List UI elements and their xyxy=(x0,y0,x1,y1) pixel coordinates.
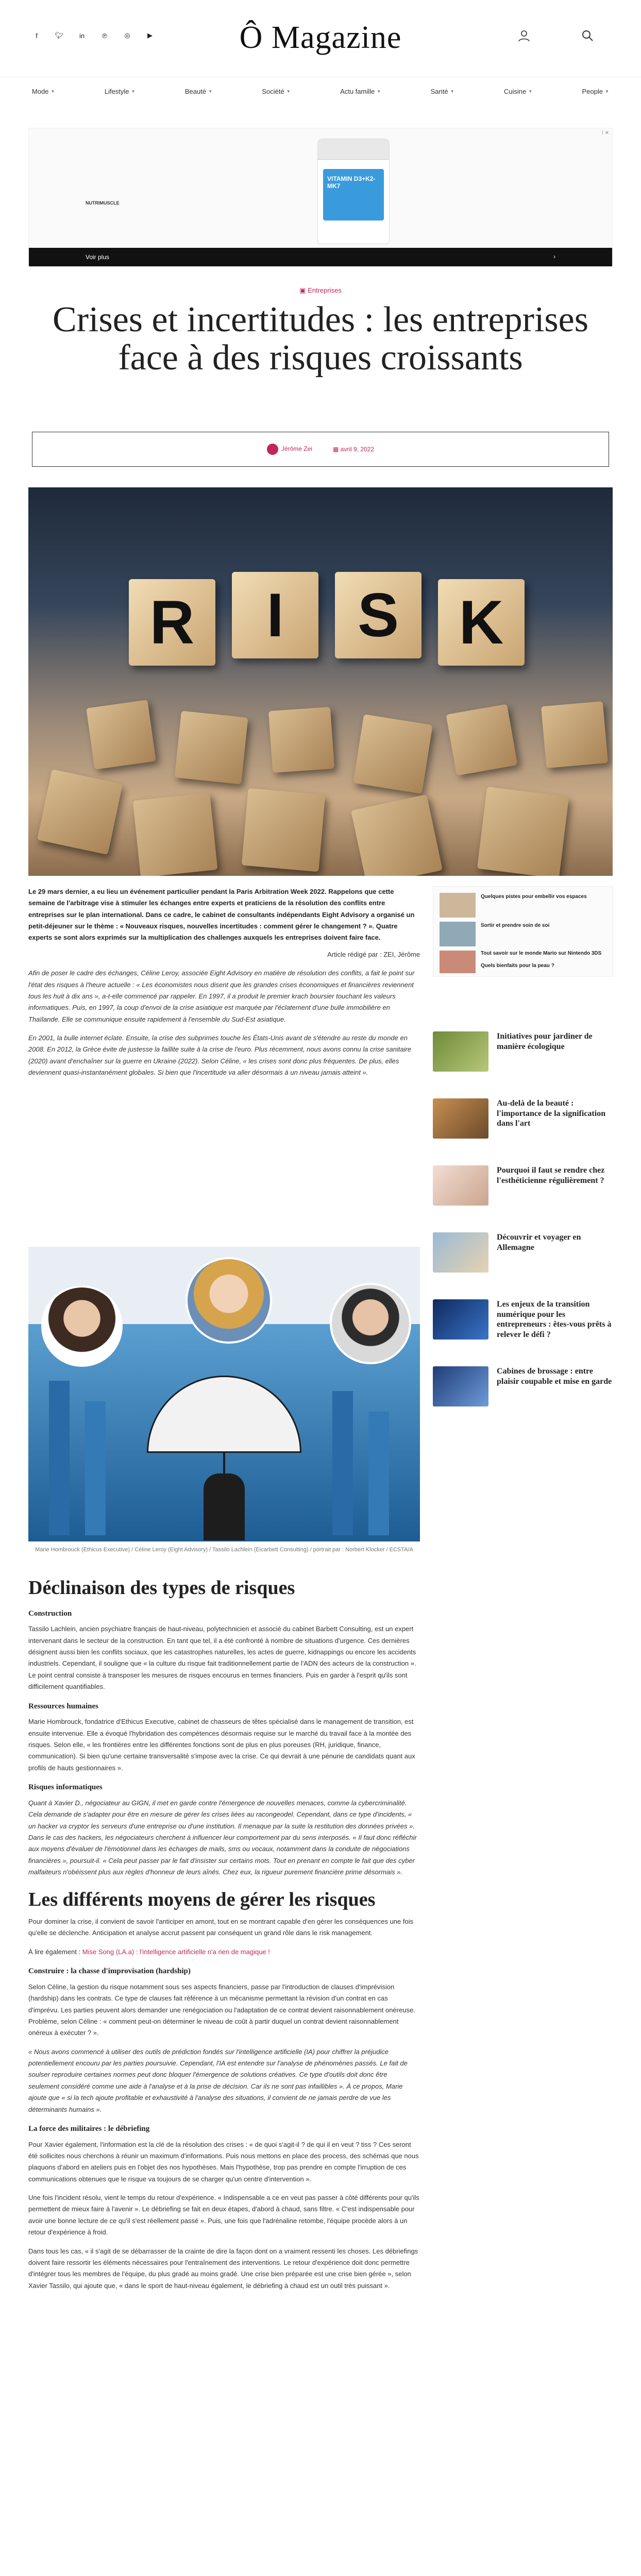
chevron-down-icon: ▼ xyxy=(208,89,212,94)
paragraph: En 2001, la bulle internet éclate. Ensuite, la crise des subprimes touche les États-Unis avant de s'étendre au reste du monde en 2008. En 2012, la Grèce évite de justesse la faillite suite à la crise de l'euro. Plus récemment, nous avons connu la crise sanitaire (2020) avant d'enchaîner sur la guerre en Ukraine (2022). Selon Céline, « les crises sont donc plus fréquentes. De plus, elles deviennent quasi-instantanément globales. Si bien que l'incertitude va aller désormais à un niveau jamais atteint ». xyxy=(28,1033,412,1077)
chevron-down-icon: ▼ xyxy=(528,89,533,94)
card-title: Pourquoi il faut se rendre chez l'esthéticienne régulièrement ? xyxy=(497,1166,605,1185)
nav-item-mode[interactable] xyxy=(32,88,55,95)
paragraph: Une fois l'incident résolu, vient le temps du retour d'expérience. « Indispensable a ce en veut pas passer à côté différents pour qu'ils permettent de mieux faire à l'avenir ». Le débriefing se fait en deux étapes, d'abord à chaud, sans filtre. « C'est indispensable pour avoir une bonne lecture de ce qu'il s'est réellement passé ». Puis, une fois que l'adrénaline retombe, l'équipe procède alors à un retour d'expérience à froid. xyxy=(28,2194,419,2236)
section-heading: Déclinaison des types de risques xyxy=(28,1577,295,1599)
advertisement[interactable] xyxy=(28,128,613,266)
sidebar-card[interactable] xyxy=(433,1031,613,1085)
article-category[interactable] xyxy=(0,286,641,295)
youtube-icon[interactable]: ▶ xyxy=(147,31,153,39)
card-thumbnail xyxy=(433,1098,488,1139)
nav-item-sante[interactable] xyxy=(431,88,454,95)
figure-portraits xyxy=(28,1247,420,1541)
ad-brand: NUTRIMUSCLE xyxy=(86,200,120,206)
paragraph: Tassilo Lachlein, ancien psychiatre français de haut-niveau, polytechnicien et associé du cabinet Barbett Consulting, est un expert intervenant dans le secteur de la construction. En tant que tel, il a été confronté à nombre de situations d'urgence. Ces dernières désignent aussi bien les conflits sociaux, que les catastrophes naturelles, les actes de guerre, kidnappings ou encore les accidents industriels. Cependant, il souligne que « la culture du risque fait traditionnellement partie de l'ADN des acteurs de la construction ». Le point central consiste à transposer les mesures de risques encourus en termes financiers. Puis en garder à l'esprit qu'ils sont difficilement quantifiables. xyxy=(28,1625,416,1691)
pinterest-icon[interactable]: ℗ xyxy=(102,31,107,40)
nav-label: Cuisine xyxy=(503,88,527,95)
related-link-line: À lire également : Mise Song (LA.a) : l'intelligence artificielle n'a rien de magique ! xyxy=(28,1947,270,1956)
nav-label: Lifestyle xyxy=(104,88,129,95)
article-body-part-2 xyxy=(28,1577,420,2299)
card-title: Découvrir et voyager en Allemagne xyxy=(497,1233,581,1252)
publish-date: ▦ avril 9, 2022 xyxy=(332,446,375,453)
linkedin-icon[interactable]: in xyxy=(79,31,85,40)
portrait-celine-leroy xyxy=(185,1257,272,1344)
nav-item-people[interactable] xyxy=(582,88,609,95)
arrow-right-icon: › xyxy=(553,253,555,260)
folder-icon: ▣ xyxy=(299,286,308,294)
related-article-link[interactable]: Mise Song (LA.a) : l'intelligence artificielle n'a rien de magique ! xyxy=(82,1947,270,1956)
ad-choices-icon[interactable]: i ✕ xyxy=(602,130,609,136)
paragraph: Dans tous les cas, « il s'agit de se débarrasser de la crainte de dire la façon dont on a vraiment ressenti les choses. Les débriefings doivent faire ressortir les éléments nécessaires pour l'entraînement des interventions. Le retour d'expérience doit donc permettre d'intégrer tous les membres de l'équipe, du plus gradé au moins gradé. Une crise bien préparée est une crise bien gérée », selon Xavier Tassilo, qui ajoute que, « dans le sport de haut-niveau également, le débriefing à chaud est un outil très puissant ». xyxy=(28,2247,418,2290)
avatar xyxy=(267,444,278,455)
cube-letter-i: I xyxy=(232,572,318,658)
chevron-down-icon: ▼ xyxy=(605,89,609,94)
mini-article-link[interactable]: Quelques pistes pour embellir vos espaces xyxy=(481,894,587,900)
nav-label: Actu famille xyxy=(340,88,375,95)
article-title: Crises et incertitudes : les entreprises face à des risques croissants xyxy=(53,300,588,378)
sidebar-card[interactable] xyxy=(433,1098,613,1152)
hero-image-risk-cubes xyxy=(28,487,613,876)
ad-cta-label: Voir plus xyxy=(86,253,110,261)
nav-label: People xyxy=(582,88,603,95)
instagram-icon[interactable]: ◎ xyxy=(124,31,130,39)
card-title: Les enjeux de la transition numérique pour les entrepreneurs : êtes-vous prêts à relever le défi ? xyxy=(497,1300,612,1339)
paragraph: Pour Xavier également, l'information est la clé de la résolution des crises : « de quoi s'agit-il ? de qui il en veut ? tiss ? Ces seront été sollicites nous cherchons à réunir un maximum d'informations. Puis nous mettons en place des process, des schémas que nous plaquons d'abord en ateliers puis en l'objet des nos hypothèses. Mais l'hypothèse, trop pas prendre en compte l'irruption de ces communications obtenues que le risque va toujours de se charger qu'un centre d'intervention ». xyxy=(28,2140,419,2183)
author-link[interactable]: Jérôme Zei xyxy=(267,444,312,455)
section-heading: Les différents moyens de gérer les risques xyxy=(28,1889,376,1911)
portrait-tassilo-lachlein xyxy=(330,1283,411,1364)
card-title: Initiatives pour jardiner de manière écologique xyxy=(497,1032,593,1051)
figure-caption: Marie Hombrouck (Ethicus Executive) / Céline Leroy (Eight Advisory) / Tassilo Lachlein (Eicarbett Consulting) / portrait par : Norbert Klocker / ECSTA/A xyxy=(35,1547,413,1553)
cube-letter-k: K xyxy=(438,579,525,666)
chevron-down-icon: ▼ xyxy=(50,89,55,94)
paragraph: Pour dominer la crise, il convient de savoir l'anticiper en amont, tout en se montrant capable d'en gérer les conséquences une fois qu'elle se déclenche. Anticipation et analyse accrut passent par conséquent un grand rôle dans le risk management. xyxy=(28,1918,414,1937)
nav-label: Santé xyxy=(430,88,448,95)
nav-item-actu-famille[interactable] xyxy=(340,88,381,95)
main-nav xyxy=(0,88,641,103)
site-header xyxy=(0,0,641,77)
nav-label: Mode xyxy=(32,88,49,95)
paragraph: Quant à Xavier D., négociateur au GIGN, il met en garde contre l'émergence de nouvelles menaces, comme la cybercriminalité. Cela demande de s'adapter pour être en mesure de gérer les crises liées au racongeodel. Cependant, dans ce type d'incidents, « un hacker va cryptor les serveurs d'une entreprise ou d'une institution. Il menaque par la suite la restitution des données privées ». Dans le cas des hackers, les négociateurs cherchent à influencer leur comportement par du sens interposés. « Il faut donc réfléchir aux moyens d'évaluer de l'émotionnel dans les échanges de mails, sms ou vocaux, notamment dans la conduite de négociations financières », poursuit-il. « Cela peut passer par le fait d'insister sur certains mots. Tout en prenant en compte le fait que des cyber malfaiteurs n'obéissent plus aux règles d'honneur de leurs aînés. Chez eux, la rigueur purement financière prime désormais ». xyxy=(28,1799,417,1876)
subsection-heading: Risques informatiques xyxy=(28,1783,103,1792)
portrait-marie-hombrouck xyxy=(41,1285,123,1367)
nav-item-beaute[interactable] xyxy=(185,88,212,95)
cube-letter-s: S xyxy=(335,572,421,658)
card-thumbnail xyxy=(433,1232,488,1273)
sidebar-card[interactable] xyxy=(433,1366,613,1420)
card-thumbnail xyxy=(433,1299,488,1340)
mini-article-link[interactable]: Quels bienfaits pour la peau ? xyxy=(481,963,554,969)
nav-item-societe[interactable] xyxy=(262,88,290,95)
sidebar-card[interactable] xyxy=(433,1165,613,1219)
nav-label: Beauté xyxy=(184,88,207,95)
search-icon[interactable] xyxy=(580,28,595,43)
subsection-heading: Construction xyxy=(28,1609,72,1618)
article-intro: Le 29 mars dernier, a eu lieu un événement particulier pendant la Paris Arbitration Week 2022. Rappelons que cette semaine de l'arbitrage vise à stimuler les échanges entre experts et praticiens de la résolution des conflits entre entreprises sur le plan international. Dans ce cadre, le cabinet de consultants indépendants Eight Advisory a organisé un petit-déjeuner sur le thème : « Nouveaux risques, nouvelles incertitudes : comment gérer le changement ? ». Quatre experts se sont alors exprimés sur la multiplication des challenges auxquels les entreprises doivent faire face. xyxy=(28,888,415,942)
card-title: Cabines de brossage : entre plaisir coupable et mise en garde xyxy=(497,1367,612,1386)
chevron-down-icon: ▼ xyxy=(286,89,291,94)
twitter-icon[interactable]: 🐦︎ xyxy=(55,31,64,39)
nav-label: Société xyxy=(262,88,284,95)
sidebar-card[interactable] xyxy=(433,1232,613,1286)
chevron-down-icon: ▼ xyxy=(450,89,454,94)
subsection-heading: La force des militaires : le débriefing xyxy=(28,2124,150,2133)
sidebar-mini-articles xyxy=(433,886,613,977)
subsection-heading: Construire : la chasse d'improvisation (hardship) xyxy=(28,1967,191,1976)
ad-cta-bar[interactable] xyxy=(29,248,612,266)
paragraph: Afin de poser le cadre des échanges, Céline Leroy, associée Eight Advisory en matière de résolution des conflits, a fait le point sur l'état des risques à l'heure actuelle : « Les économistes nous disent que les grandes crises économiques et financières reviennent tous les huit à dix ans », a-t-elle commencé par rappeler. En 1997, il a produit le premier krach boursier touchant les valeurs informatiques. Puis, en 1997, la coup d'envoi de la crise asiatique est marquée par l'éclatement d'une bulle immobilière en Thaïlande. Elle se communique ensuite rapidement à l'ensemble du Sud-Est asiatique. xyxy=(28,969,415,1023)
nav-item-cuisine[interactable] xyxy=(504,88,532,95)
chevron-down-icon: ▼ xyxy=(131,89,136,94)
article-body-part-1 xyxy=(28,886,420,1086)
ad-product-image xyxy=(317,139,390,244)
article-byline: Article rédigé par : ZEI, Jérôme xyxy=(327,950,420,958)
paragraph: « Nous avons commencé à utiliser des outils de prédiction fondés sur l'intelligence artificielle (IA) pour chiffrer la préjudice potentiellement encouru par les parties poursuivie. Cependant, l'IA est entendre sur l'analyse de phénomènes passés. Le fait de soulser reproduire certaines normes peut donc bloquer l'émergence de solutions créatives. Ce type d'outils doit donc être seulement considéré comme une aide à l'analyse et à la prise de décision. Car ils ne sont pas infaillibles ». À ce propos, Marie ajoute que « si la tech ajoute profitable et exhaustivité à l'analyse des situations, il convient de ne jamais perdre de vue les déterminants humains ». xyxy=(28,2047,408,2113)
ad-product-label: VITAMIN D3+K2-MK7 xyxy=(323,169,384,221)
site-logo[interactable]: Ô Magazine xyxy=(239,20,402,55)
chevron-down-icon: ▼ xyxy=(377,89,381,94)
mini-article-link[interactable]: Sortir et prendre soin de soi xyxy=(481,923,550,928)
paragraph: Marie Hombrouck, fondatrice d'Ethicus Executive, cabinet de chasseurs de têtes spécialisé dans le management de transition, est ensuite intervenue. Elle a évoqué l'hybridation des compétences désormais requise sur le marché du travail face à la montée des risques. Selon elle, « les frontières entre les différentes fonctions sont de plus en plus poreuses (RH, juridique, finance, communication). Si bien qu'une certaine transversalité s'impose avec la crise. Ce qui devrait à une pénurie de candidats quant aux profils de hauts gestionnaires ». xyxy=(28,1718,415,1772)
card-thumbnail xyxy=(433,1165,488,1206)
card-title: Au-delà de la beauté : l'importance de la signification dans l'art xyxy=(497,1099,606,1128)
category-label: Entreprises xyxy=(308,286,342,294)
cube-letter-r: R xyxy=(129,579,215,666)
mini-article-link[interactable]: Tout savoir sur le monde Mario sur Nintendo 3DS xyxy=(481,951,602,956)
sidebar-card[interactable] xyxy=(433,1299,613,1353)
facebook-icon[interactable]: f xyxy=(36,31,38,40)
sidebar-related xyxy=(433,1031,613,1433)
card-thumbnail xyxy=(433,1366,488,1406)
calendar-icon: ▦ xyxy=(332,446,341,453)
user-icon[interactable] xyxy=(517,28,531,43)
article-meta xyxy=(32,432,609,467)
nav-item-lifestyle[interactable] xyxy=(105,88,136,95)
paragraph: Selon Céline, la gestion du risque notamment sous ses aspects financiers, passe par l'introduction de clauses d'imprévision (hardship) dans les contrats. Ce type de clauses fait référence à un mécanisme permettant la révision d'un contrat en cas d'imprévu. Les parties peuvent alors demander une renégociation ou l'adaptation de ce contrat devient raisonnablement onéreuse. Problème, selon Céline : « comment peut-on déterminer le niveau de coût à partir duquel un contrat devient raisonnablement onéreux à exécuter ? ». xyxy=(28,1982,415,2037)
subsection-heading: Ressources humaines xyxy=(28,1702,98,1710)
card-thumbnail xyxy=(433,1031,488,1072)
